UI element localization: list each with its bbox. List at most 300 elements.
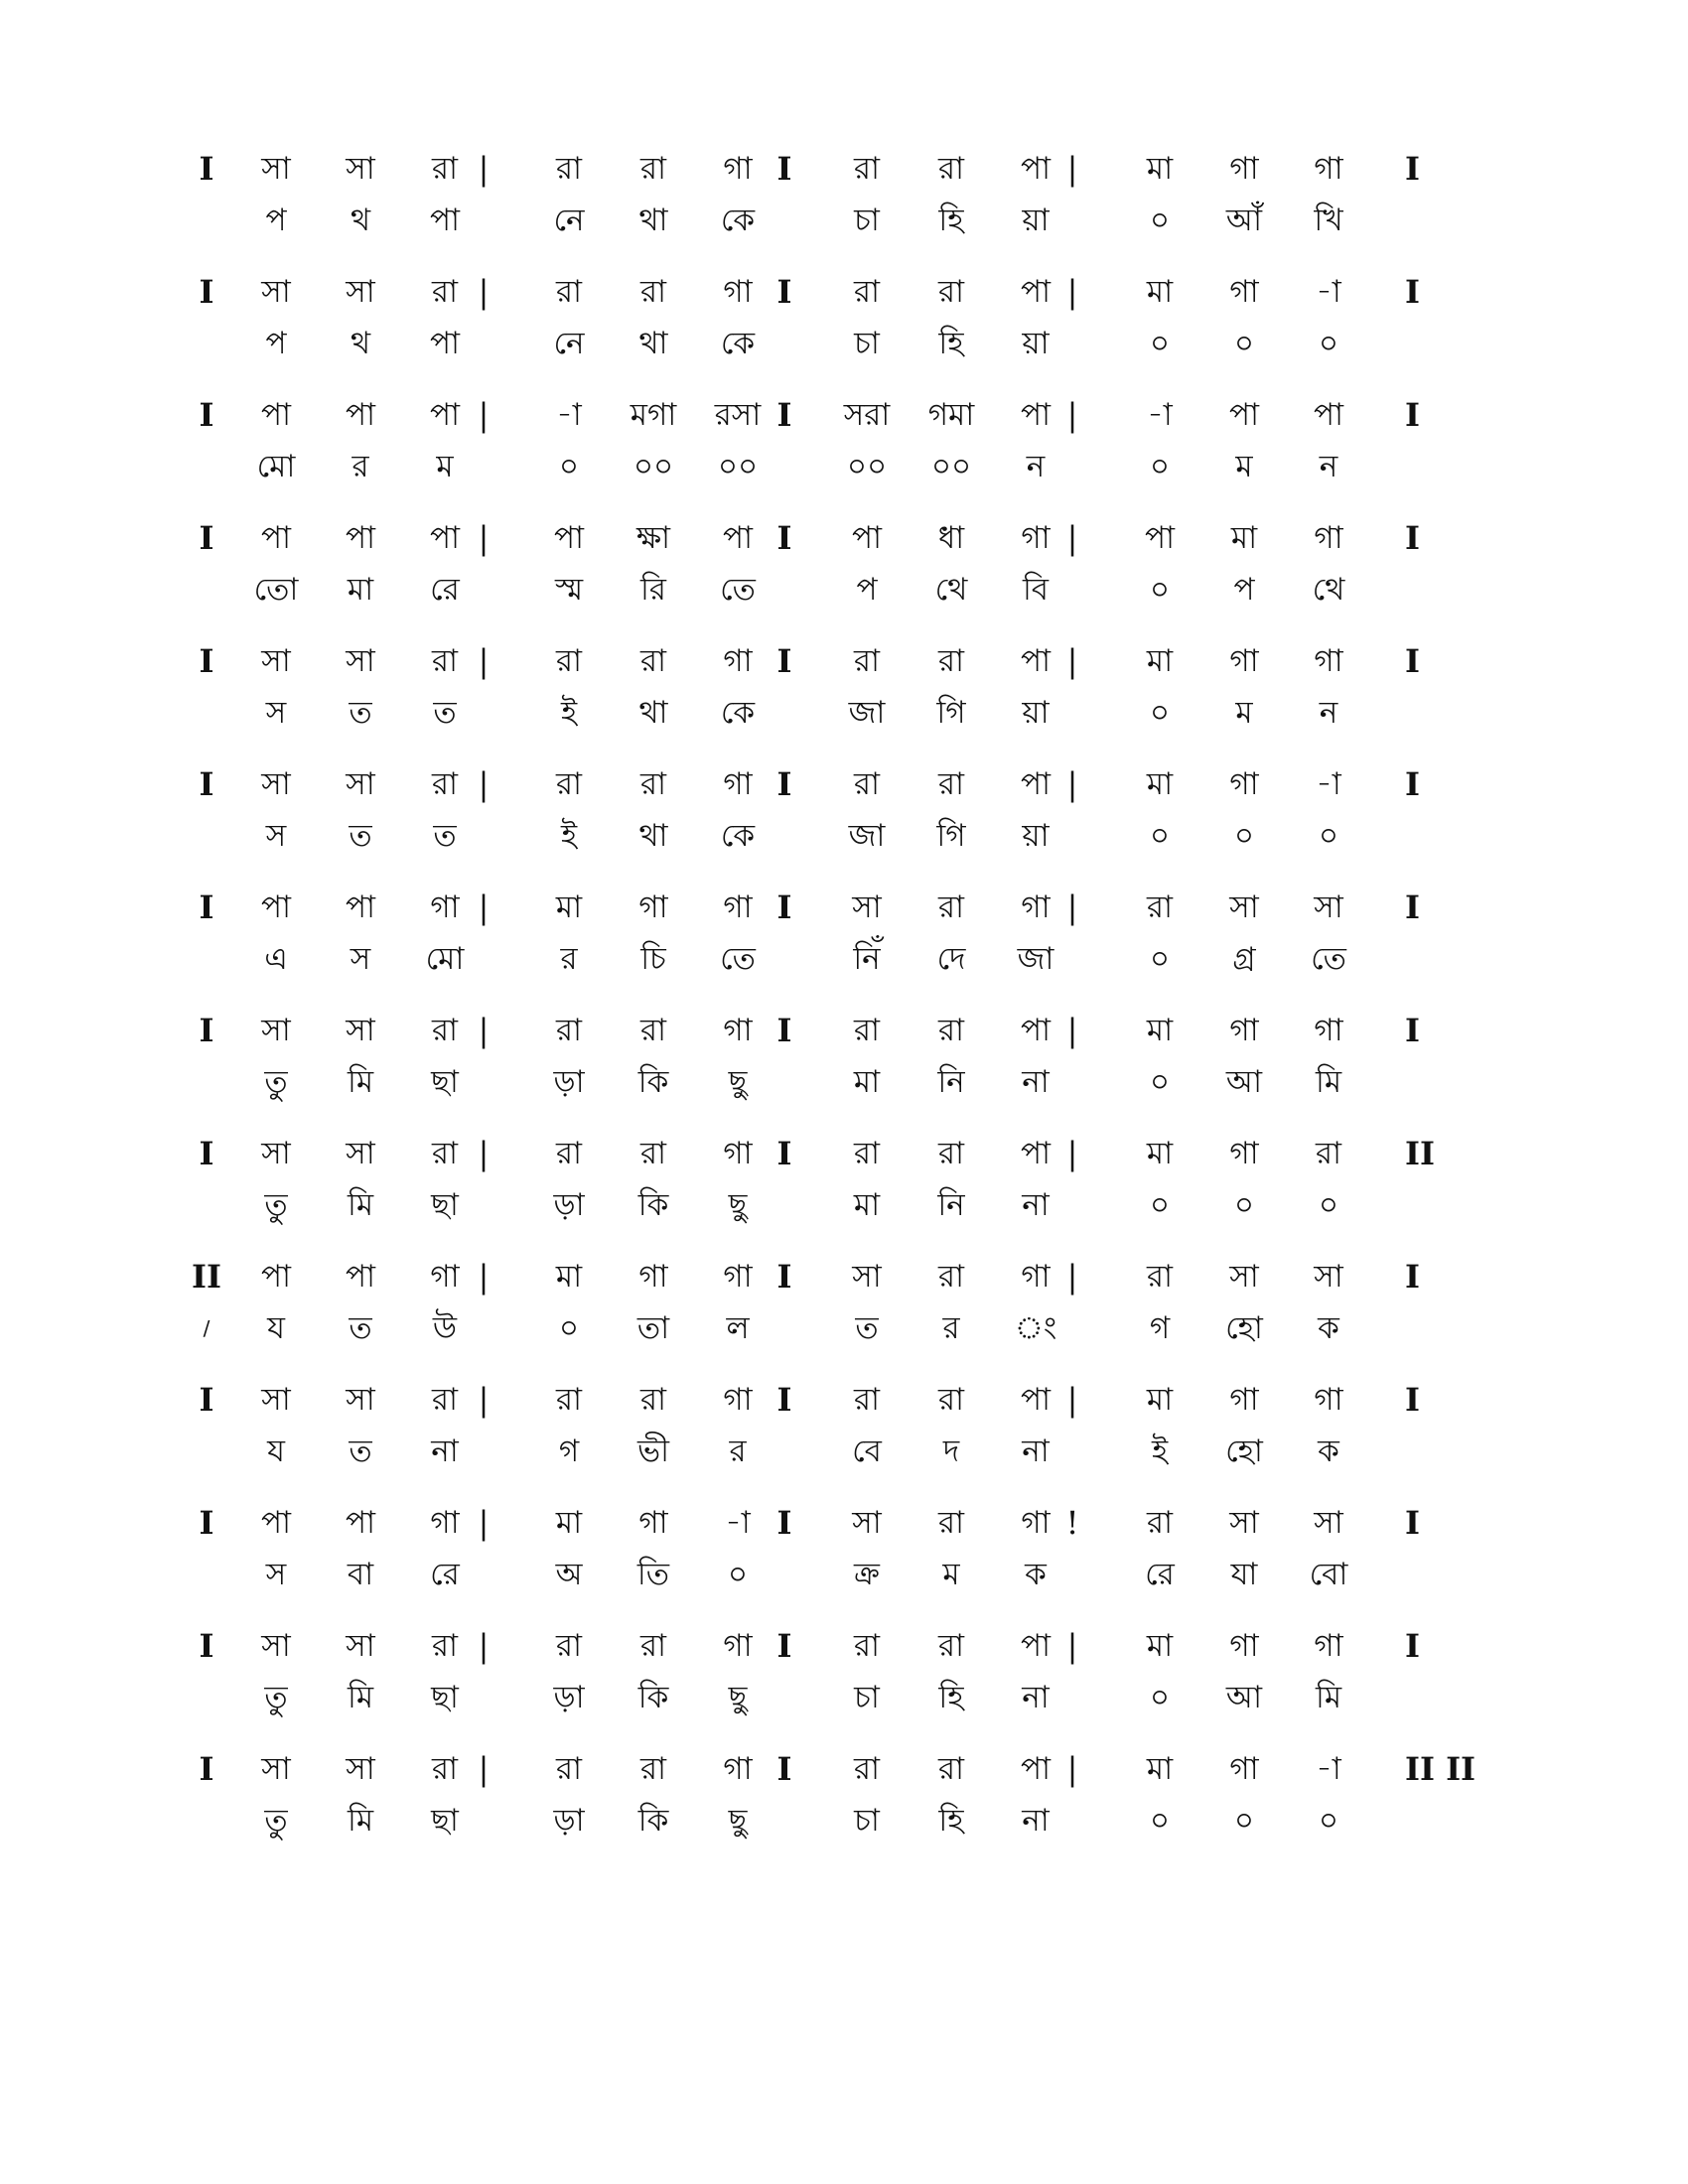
swara-note: পা [1020, 1751, 1052, 1787]
barline-divider: I [776, 1381, 792, 1419]
barline-divider: I [776, 1012, 792, 1049]
barline-divider: I [776, 273, 792, 311]
notation-line [179, 270, 1509, 369]
barline-divider: | [1066, 765, 1078, 803]
swara-note: রা [639, 274, 667, 310]
swara-row [179, 393, 1509, 441]
lyric-syllable: না [1022, 1064, 1050, 1100]
lyric-syllable: ক [1025, 1557, 1047, 1592]
lyric-syllable: ০ [1233, 326, 1255, 361]
notation-line [179, 1255, 1509, 1354]
barline-divider: I [776, 1627, 792, 1665]
swara-note: রা [937, 1628, 965, 1664]
lyric-syllable: দে [936, 941, 966, 977]
swara-note: মা [1146, 1136, 1174, 1171]
lyric-syllable: মি [347, 1064, 374, 1100]
lyric-syllable: ছু [728, 1803, 748, 1839]
swara-note: রা [639, 1382, 667, 1418]
lyric-syllable: কি [637, 1064, 669, 1100]
swara-row [179, 762, 1509, 810]
barline-divider: | [478, 150, 490, 188]
lyric-syllable: ০ [1149, 695, 1171, 731]
swara-note: রা [937, 889, 965, 925]
lyric-syllable: বে [852, 1433, 882, 1469]
lyric-syllable: কে [720, 203, 756, 238]
start-barline: I [199, 1012, 214, 1049]
swara-note: রা [431, 643, 459, 679]
swara-note: গা [1314, 1013, 1343, 1048]
lyric-syllable: মো [425, 941, 465, 977]
swara-note: সা [346, 1136, 375, 1171]
swara-note: পা [345, 1505, 376, 1541]
lyric-syllable: কে [720, 695, 756, 731]
swara-note: গা [723, 1013, 753, 1048]
lyric-syllable: থে [934, 572, 968, 608]
lyric-syllable: থে [1312, 572, 1345, 608]
lyric-syllable: মি [347, 1187, 374, 1223]
swara-note: সা [261, 1628, 291, 1664]
lyric-syllable: উ [432, 1310, 458, 1346]
swara-note: রা [555, 1628, 583, 1664]
swara-note: গা [1229, 1628, 1259, 1664]
lyric-syllable: ০ [1318, 326, 1339, 361]
lyric-syllable: ০০ [717, 449, 759, 484]
swara-note: রা [555, 1751, 583, 1787]
swara-note: পা [1020, 1136, 1052, 1171]
lyric-syllable: ০ [1233, 1803, 1255, 1839]
lyric-row [179, 814, 1509, 862]
swara-note: -া [1316, 274, 1341, 310]
swara-note: মা [1230, 520, 1258, 556]
lyric-syllable: নি [937, 1187, 965, 1223]
swara-note: পা [1020, 643, 1052, 679]
start-barline: I [199, 765, 214, 803]
swara-note: মা [555, 889, 583, 925]
lyric-syllable: মা [853, 1064, 881, 1100]
lyric-syllable: ০০ [633, 449, 674, 484]
end-barline: II II [1405, 1750, 1477, 1788]
swara-note: মা [1146, 643, 1174, 679]
barline-divider: I [776, 1750, 792, 1788]
lyric-row [179, 1799, 1509, 1846]
lyric-syllable: মি [1315, 1680, 1342, 1715]
lyric-syllable: স [350, 941, 371, 977]
swara-note: পা [851, 520, 883, 556]
notation-line [179, 762, 1509, 862]
lyric-syllable: ই [560, 695, 578, 731]
end-barline: I [1405, 1504, 1420, 1542]
lyric-row [179, 322, 1509, 369]
swara-note: রা [431, 1013, 459, 1048]
lyric-row [179, 691, 1509, 739]
lyric-syllable: বা [347, 1557, 374, 1592]
swara-note: গা [1021, 520, 1051, 556]
end-barline: I [1405, 1258, 1420, 1296]
swara-row [179, 1255, 1509, 1302]
swara-note: রা [1146, 1505, 1174, 1541]
lyric-syllable: থা [638, 695, 668, 731]
swara-note: রা [853, 151, 881, 187]
barline-divider: | [1066, 888, 1078, 926]
swara-note: সা [1229, 1259, 1259, 1295]
barline-divider: I [776, 519, 792, 557]
lyric-syllable: গ [1149, 1310, 1171, 1346]
lyric-syllable: থ [350, 326, 371, 361]
swara-note: রা [1315, 1136, 1342, 1171]
lyric-syllable: হি [938, 326, 964, 361]
lyric-syllable: ০ [1149, 326, 1171, 361]
end-barline: I [1405, 396, 1420, 434]
swara-note: পা [1020, 397, 1052, 433]
barline-divider: | [1066, 273, 1078, 311]
lyric-syllable: ছা [431, 1187, 459, 1223]
swara-note: গা [723, 643, 753, 679]
swara-note: গা [1229, 274, 1259, 310]
barline-divider: | [478, 1012, 490, 1049]
lyric-syllable: য়া [1022, 203, 1050, 238]
lyric-syllable: আঁ [1225, 203, 1263, 238]
swara-note: রা [937, 643, 965, 679]
end-barline: I [1405, 1381, 1420, 1419]
swara-note: পা [345, 1259, 376, 1295]
swara-note: পা [1020, 274, 1052, 310]
lyric-syllable: না [1022, 1803, 1050, 1839]
lyric-syllable: তি [636, 1557, 670, 1592]
lyric-syllable: প [265, 203, 287, 238]
swara-note: গা [638, 1259, 668, 1295]
swara-note: রা [555, 151, 583, 187]
swara-note: রা [431, 766, 459, 802]
swara-note: গা [723, 766, 753, 802]
swara-note: রা [853, 1751, 881, 1787]
swara-row [179, 147, 1509, 195]
lyric-syllable: হি [938, 1680, 964, 1715]
swara-note: গা [1229, 643, 1259, 679]
lyric-syllable: ছু [728, 1680, 748, 1715]
lyric-syllable: জা [1017, 941, 1055, 977]
lyric-syllable: রে [430, 572, 460, 608]
swara-note: রা [853, 1628, 881, 1664]
swara-note: রা [937, 1259, 965, 1295]
swara-row [179, 886, 1509, 933]
swara-note: গা [723, 889, 753, 925]
swara-note: গা [723, 1628, 753, 1664]
notation-line [179, 1747, 1509, 1846]
lyric-syllable: য়া [1022, 818, 1050, 854]
lyric-syllable: থ [350, 203, 371, 238]
swara-note: সা [261, 274, 291, 310]
barline-divider: | [478, 1504, 490, 1542]
lyric-syllable: র [560, 941, 578, 977]
lyric-syllable: না [1022, 1433, 1050, 1469]
barline-divider: | [478, 765, 490, 803]
swara-note: সা [346, 274, 375, 310]
swara-row [179, 1624, 1509, 1672]
swara-note: গা [1314, 1628, 1343, 1664]
lyric-syllable: প [265, 326, 287, 361]
swara-note: পা [1020, 1013, 1052, 1048]
swara-note: রা [555, 643, 583, 679]
lyric-syllable: তু [264, 1187, 288, 1223]
lyric-syllable: ছা [431, 1680, 459, 1715]
notation-line [179, 639, 1509, 739]
swara-note: -া [1147, 397, 1173, 433]
swara-note: গা [723, 1259, 753, 1295]
lyric-syllable: বি [1022, 572, 1050, 608]
lyric-syllable: ০ [1318, 818, 1339, 854]
swara-note: রা [555, 1382, 583, 1418]
lyric-syllable: চা [854, 1803, 880, 1839]
barline-divider: I [776, 642, 792, 680]
lyric-syllable: ড়া [553, 1187, 585, 1223]
lyric-syllable: জা [848, 818, 886, 854]
swara-note: সা [1229, 889, 1259, 925]
barline-divider: I [776, 1504, 792, 1542]
start-barline: I [199, 396, 214, 434]
notation-line [179, 1624, 1509, 1723]
start-barline: II [192, 1258, 221, 1296]
lyric-syllable: ছা [431, 1064, 459, 1100]
swara-note: মা [1146, 1751, 1174, 1787]
swara-note: রা [431, 274, 459, 310]
swara-note: পা [260, 889, 292, 925]
lyric-syllable: রি [640, 572, 666, 608]
lyric-syllable: গি [936, 695, 966, 731]
swara-note: পা [260, 397, 292, 433]
swara-note: রা [853, 1136, 881, 1171]
swara-note: সা [852, 889, 882, 925]
swara-note: গা [638, 1505, 668, 1541]
barline-divider: | [478, 396, 490, 434]
lyric-syllable: আ [1225, 1064, 1263, 1100]
start-barline: I [199, 1504, 214, 1542]
barline-divider: I [776, 396, 792, 434]
lyric-syllable: ০ [1149, 572, 1171, 608]
swara-note: মা [1146, 274, 1174, 310]
swara-note: পা [1020, 151, 1052, 187]
lyric-syllable: ক [1318, 1310, 1339, 1346]
swara-note: গা [1229, 1751, 1259, 1787]
swara-note: পা [553, 520, 585, 556]
swara-note: পা [1144, 520, 1176, 556]
swara-note: পা [429, 520, 461, 556]
lyric-row [179, 1183, 1509, 1231]
swara-note: সা [1314, 889, 1343, 925]
swara-note: গা [1021, 1259, 1051, 1295]
swara-note: সা [261, 766, 291, 802]
lyric-syllable: স্ম [554, 572, 584, 608]
lyric-syllable: ন [1319, 449, 1338, 484]
start-barline: I [199, 1750, 214, 1788]
swara-note: রা [431, 151, 459, 187]
swara-note: মা [1146, 1628, 1174, 1664]
swara-note: গা [638, 889, 668, 925]
lyric-syllable: ০০ [930, 449, 972, 484]
swara-note: ধা [937, 520, 965, 556]
lyric-syllable: তে [720, 941, 756, 977]
lyric-syllable: য়া [1022, 326, 1050, 361]
swara-note: সা [261, 1382, 291, 1418]
lyric-syllable: ছু [728, 1064, 748, 1100]
swara-note: রা [1146, 889, 1174, 925]
swara-note: গা [430, 1259, 460, 1295]
swara-note: রা [639, 1751, 667, 1787]
swara-note: পা [1020, 766, 1052, 802]
swara-note: রা [431, 1136, 459, 1171]
start-barline: I [199, 1135, 214, 1172]
lyric-syllable: কি [637, 1187, 669, 1223]
swara-note: সা [261, 1013, 291, 1048]
lyric-syllable: নে [553, 203, 585, 238]
lyric-syllable: ০০ [846, 449, 888, 484]
lyric-syllable: ০ [1149, 203, 1171, 238]
lyric-syllable: দ [942, 1433, 960, 1469]
barline-divider: | [1066, 396, 1078, 434]
swara-note: পা [722, 520, 754, 556]
lyric-syllable: হি [938, 1803, 964, 1839]
lyric-syllable: গি [936, 818, 966, 854]
lyric-syllable: তো [253, 572, 299, 608]
swara-note: গা [723, 1136, 753, 1171]
lyric-row [179, 568, 1509, 615]
swara-note: মা [1146, 1382, 1174, 1418]
barline-divider: | [1066, 1012, 1078, 1049]
lyric-syllable: ০ [558, 449, 580, 484]
start-barline: I [199, 1381, 214, 1419]
lyric-syllable: ম [942, 1557, 960, 1592]
lyric-syllable: ০ [1149, 1680, 1171, 1715]
swara-note: রা [639, 151, 667, 187]
lyric-syllable: রে [1145, 1557, 1175, 1592]
lyric-syllable: বো [1309, 1557, 1348, 1592]
lyric-syllable: ০ [727, 1557, 749, 1592]
swara-note: মা [555, 1259, 583, 1295]
swara-note: গা [1314, 1382, 1343, 1418]
swara-note: সা [1229, 1505, 1259, 1541]
lyric-syllable: গ [558, 1433, 580, 1469]
swara-note: গা [723, 1382, 753, 1418]
end-barline: II [1405, 1135, 1435, 1172]
swara-note: পা [1313, 397, 1344, 433]
swara-note: রা [555, 1136, 583, 1171]
swara-note: সা [346, 643, 375, 679]
swara-note: রা [853, 766, 881, 802]
swara-note: রা [639, 766, 667, 802]
swara-note: রা [853, 274, 881, 310]
notation-line [179, 1501, 1509, 1600]
barline-divider: | [478, 1381, 490, 1419]
barline-divider: | [478, 888, 490, 926]
lyric-syllable: য়া [1022, 695, 1050, 731]
lyric-syllable: পা [429, 326, 461, 361]
lyric-syllable: থা [638, 203, 668, 238]
barline-divider: | [1066, 1135, 1078, 1172]
end-barline: I [1405, 642, 1420, 680]
swara-row [179, 516, 1509, 564]
lyric-syllable: মো [256, 449, 296, 484]
lyric-syllable: প [856, 572, 878, 608]
swara-note: গা [1314, 520, 1343, 556]
notation-line [179, 1132, 1509, 1231]
lyric-syllable: কি [637, 1680, 669, 1715]
swara-note: মা [1146, 151, 1174, 187]
swara-note: রা [937, 1382, 965, 1418]
lyric-syllable: ই [1151, 1433, 1169, 1469]
swara-note: সা [346, 1751, 375, 1787]
swara-row [179, 270, 1509, 318]
swara-note: গা [1229, 1013, 1259, 1048]
barline-divider: | [478, 1627, 490, 1665]
lyric-syllable: মা [347, 572, 374, 608]
swara-note: গা [1229, 766, 1259, 802]
lyric-syllable: হি [938, 203, 964, 238]
swara-note: সা [852, 1259, 882, 1295]
lyric-syllable: স [265, 1557, 287, 1592]
end-barline: I [1405, 273, 1420, 311]
swara-note: গা [1229, 1382, 1259, 1418]
swara-note: সা [346, 1628, 375, 1664]
swara-row [179, 639, 1509, 687]
lyric-syllable: য [267, 1310, 285, 1346]
lyric-syllable: য [267, 1433, 285, 1469]
swara-note: পা [1228, 397, 1260, 433]
swara-note: মগা [630, 397, 677, 433]
barline-divider: I [776, 1258, 792, 1296]
lyric-syllable: ন [1319, 695, 1338, 731]
barline-divider: ! [1065, 1504, 1079, 1542]
lyric-syllable: স [265, 818, 287, 854]
lyric-syllable: ম [436, 449, 454, 484]
swara-note: রা [937, 151, 965, 187]
lyric-syllable: নিঁ [853, 941, 881, 977]
swara-note: গা [1314, 151, 1343, 187]
end-barline: I [1405, 519, 1420, 557]
end-barline: I [1405, 765, 1420, 803]
lyric-syllable: ভী [637, 1433, 669, 1469]
swara-note: সা [346, 766, 375, 802]
lyric-syllable: ছা [431, 1803, 459, 1839]
lyric-row [179, 1060, 1509, 1108]
barline-divider: I [776, 150, 792, 188]
lyric-row [179, 1430, 1509, 1477]
lyric-syllable: তু [264, 1680, 288, 1715]
lyric-syllable: ০ [1149, 818, 1171, 854]
swara-note: পা [260, 520, 292, 556]
swara-note: গা [1314, 643, 1343, 679]
lyric-syllable: ০ [1233, 1187, 1255, 1223]
swara-note: রা [937, 274, 965, 310]
swara-note: রা [853, 1013, 881, 1048]
start-barline: I [199, 1627, 214, 1665]
lyric-syllable: চা [854, 326, 880, 361]
notation-line [179, 516, 1509, 615]
swara-row [179, 1378, 1509, 1426]
lyric-syllable: ড়া [553, 1064, 585, 1100]
swara-note: গা [1229, 151, 1259, 187]
swara-note: সরা [843, 397, 891, 433]
stray-mark: / [203, 1316, 211, 1340]
lyric-syllable: জা [848, 695, 886, 731]
barline-divider: I [776, 765, 792, 803]
lyric-syllable: ক্র [854, 1557, 880, 1592]
lyric-syllable: ০ [558, 1310, 580, 1346]
swara-note: গমা [927, 397, 975, 433]
lyric-syllable: প [1233, 572, 1255, 608]
lyric-syllable: চি [640, 941, 666, 977]
start-barline: I [199, 150, 214, 188]
lyric-syllable: ০ [1233, 818, 1255, 854]
swara-note: রা [937, 766, 965, 802]
